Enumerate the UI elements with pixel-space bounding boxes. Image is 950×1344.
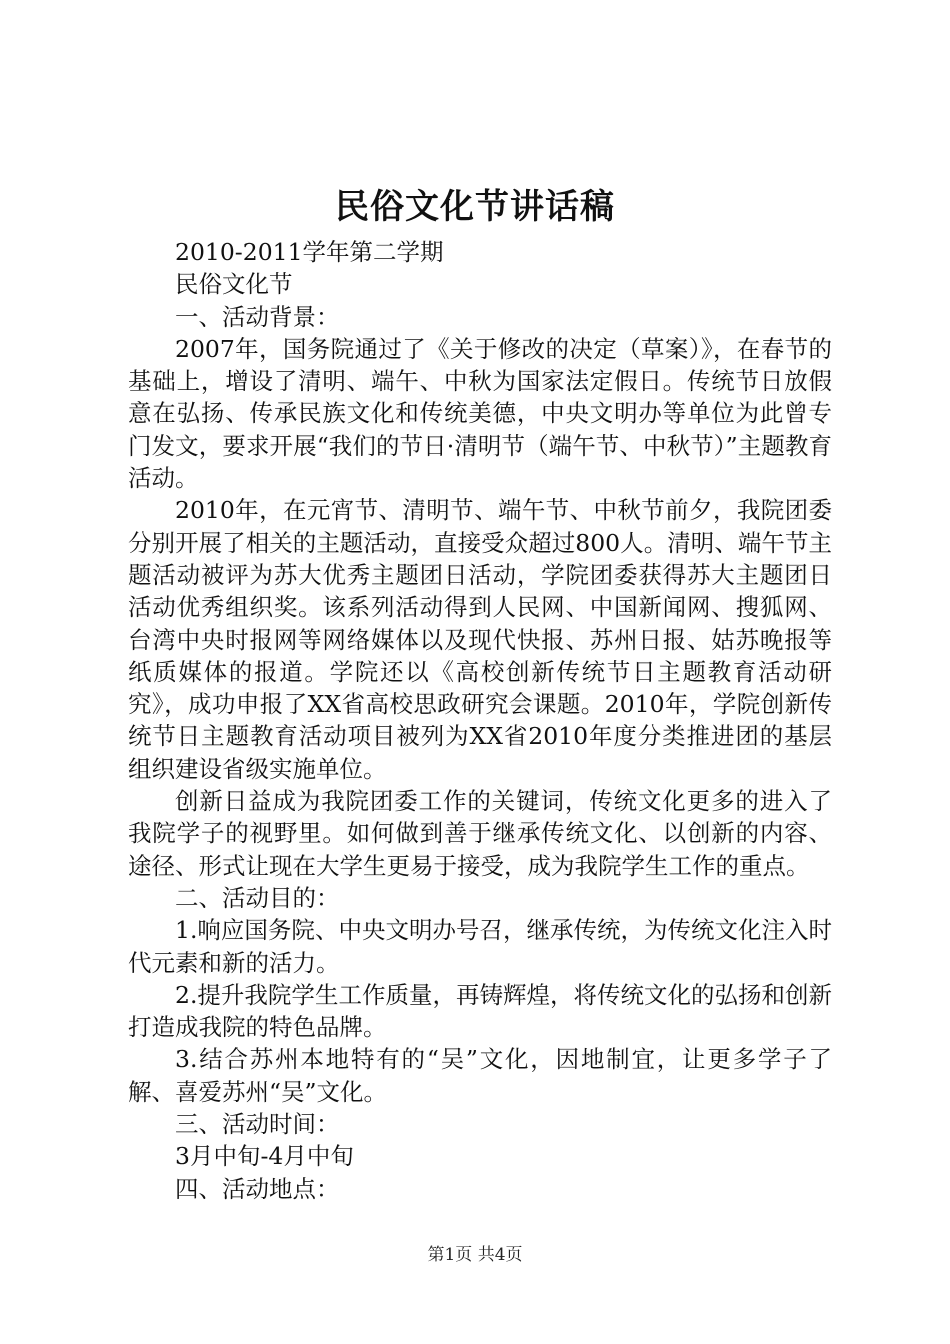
paragraph-time: 3月中旬-4月中旬 <box>175 1142 354 1171</box>
paragraph-semester: 2010-2011学年第二学期 <box>175 238 444 266</box>
paragraph-background-3: 创新日益成为我院团委工作的关键词，传统文化更多的进入了我院学子的视野里。如何做到善于继承传统文化、以创新的内容、途径、形式让现在大学生更易于接受，成为我院学生工作的重点。 <box>128 787 832 880</box>
page-footer: 第1页 共4页 <box>427 1245 523 1265</box>
heading-time: 三、活动时间： <box>175 1110 340 1139</box>
heading-background: 一、活动背景： <box>175 302 340 331</box>
document-title: 民俗文化节讲话稿 <box>335 187 615 227</box>
document-body <box>128 236 832 1205</box>
paragraph-background-1: 2007年，国务院通过了《关于修改的决定（草案）》，在春节的基础上，增设了清明、端午、中秋为国家法定假日。传统节日放假意在弘扬、传承民族文化和传统美德，中央文明办等单位为此曾专门发文，要求开展“我们的节日·清明节（端午节、中秋节）”主题教育活动。 <box>128 334 832 493</box>
heading-purpose: 二、活动目的： <box>175 883 340 912</box>
heading-location: 四、活动地点： <box>175 1174 340 1203</box>
paragraph-event-name: 民俗文化节 <box>175 270 293 299</box>
purpose-item-1: 1.响应国务院、中央文明办号召，继承传统，为传统文化注入时代元素和新的活力。 <box>128 916 832 977</box>
purpose-item-2: 2.提升我院学生工作质量，再铸辉煌，将传统文化的弘扬和创新打造成我院的特色品牌。 <box>128 980 832 1042</box>
purpose-item-3: 3.结合苏州本地特有的“吴”文化，因地制宜，让更多学子了解、喜爱苏州“吴”文化。 <box>128 1045 832 1106</box>
paragraph-background-2: 2010年，在元宵节、清明节、端午节、中秋节前夕，我院团委分别开展了相关的主题活动，直接受众超过800人。清明、端午节主题活动被评为苏大优秀主题团日活动，学院团委获得苏大主题团日活动优秀组织奖。该系列活动得到人民网、中国新闻网、搜狐网、台湾中央时报网等网络媒体以及现代快报、苏州日报、姑苏晚报等纸质媒体的报道。学院还以《高校创新传统节日主题教育活动研究》，成功申报了XX省高校思政研究会课题。2010年，学院创新传统节日主题教育活动项目被列为XX省2010年度分类推进团的基层组织建设省级实施单位。 <box>128 496 832 783</box>
